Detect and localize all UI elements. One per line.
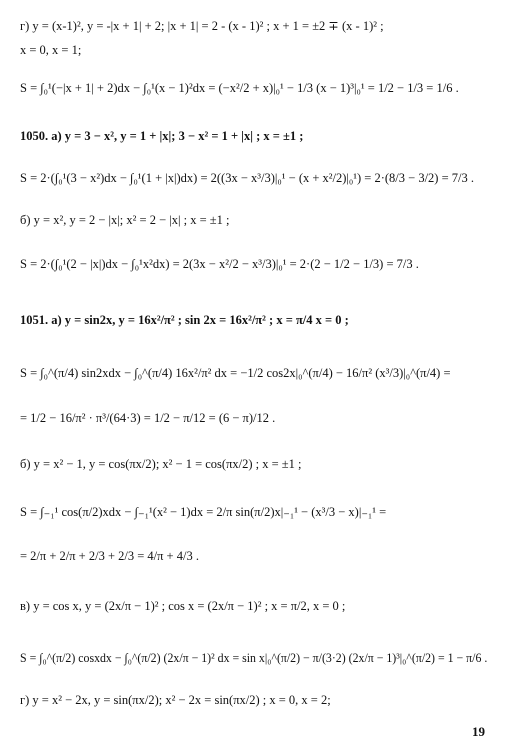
problem-1051a-header: 1051. а) y = sin2x, y = 16x²/π² ; sin 2x = 16x²/π² ; x = π/4 x = 0 ; bbox=[20, 313, 349, 327]
line-1051a-result: = 1/2 − 16/π² · π³/(64·3) = 1/2 − π/12 = (6 − π)/12 . bbox=[20, 411, 276, 425]
line-1051b-equations: б) y = x² − 1, y = cos(πx/2); x² − 1 = cos(πx/2) ; x = ±1 ; bbox=[20, 457, 302, 471]
line-1051b-area: S = ∫₋₁¹ cos(π/2)xdx − ∫₋₁¹(x² − 1)dx = 2/π sin(π/2)x|₋₁¹ − (x³/3 − x)|₋₁¹ = bbox=[20, 505, 387, 519]
line-1051g-equations: г) y = x² − 2x, y = sin(πx/2); x² − 2x = sin(πx/2) ; x = 0, x = 2; bbox=[20, 693, 331, 707]
line-1051v-equations: в) y = cos x, y = (2x/π − 1)² ; cos x = (2x/π − 1)² ; x = π/2, x = 0 ; bbox=[20, 599, 346, 613]
line-1050a-area: S = 2·(∫₀¹(3 − x²)dx − ∫₀¹(1 + |x|)dx) = 2((3x − x³/3)|₀¹ − (x + x²/2)|₀¹) = 2·(8/3 − 3/2) = 7/3 . bbox=[20, 171, 474, 185]
line-g-equations: г) y = (x-1)², y = -|x + 1| + 2; |x + 1| = 2 - (x - 1)² ; x + 1 = ±2 ∓ (x - 1)² ; bbox=[20, 19, 384, 33]
page-number: 19 bbox=[472, 724, 485, 739]
line-1051a-area: S = ∫₀^(π/4) sin2xdx − ∫₀^(π/4) 16x²/π² dx = −1/2 cos2x|₀^(π/4) − 16/π² (x³/3)|₀^(π/4) = bbox=[20, 366, 451, 380]
line-1050b-equations: б) y = x², y = 2 − |x|; x² = 2 − |x| ; x = ±1 ; bbox=[20, 213, 230, 227]
line-g-area: S = ∫₀¹(−|x + 1| + 2)dx − ∫₀¹(x − 1)²dx = (−x²/2 + x)|₀¹ − 1/3 (x − 1)³|₀¹ = 1/2 − 1/3 = 1/6 . bbox=[20, 81, 459, 95]
line-1050b-area: S = 2·(∫₀¹(2 − |x|)dx − ∫₀¹x²dx) = 2(3x − x²/2 − x³/3)|₀¹ = 2·(2 − 1/2 − 1/3) = 7/3 . bbox=[20, 257, 419, 271]
line-1051v-area: S = ∫₀^(π/2) cosxdx − ∫₀^(π/2) (2x/π − 1)² dx = sin x|₀^(π/2) − π/(3·2) (2x/π − 1)³|₀^(π/2) = 1 − π/6 . bbox=[20, 651, 488, 665]
problem-1050a-header: 1050. а) y = 3 − x², y = 1 + |x|; 3 − x² = 1 + |x| ; x = ±1 ; bbox=[20, 129, 304, 143]
line-g-roots: x = 0, x = 1; bbox=[20, 43, 82, 57]
line-1051b-result: = 2/π + 2/π + 2/3 + 2/3 = 4/π + 4/3 . bbox=[20, 549, 199, 563]
